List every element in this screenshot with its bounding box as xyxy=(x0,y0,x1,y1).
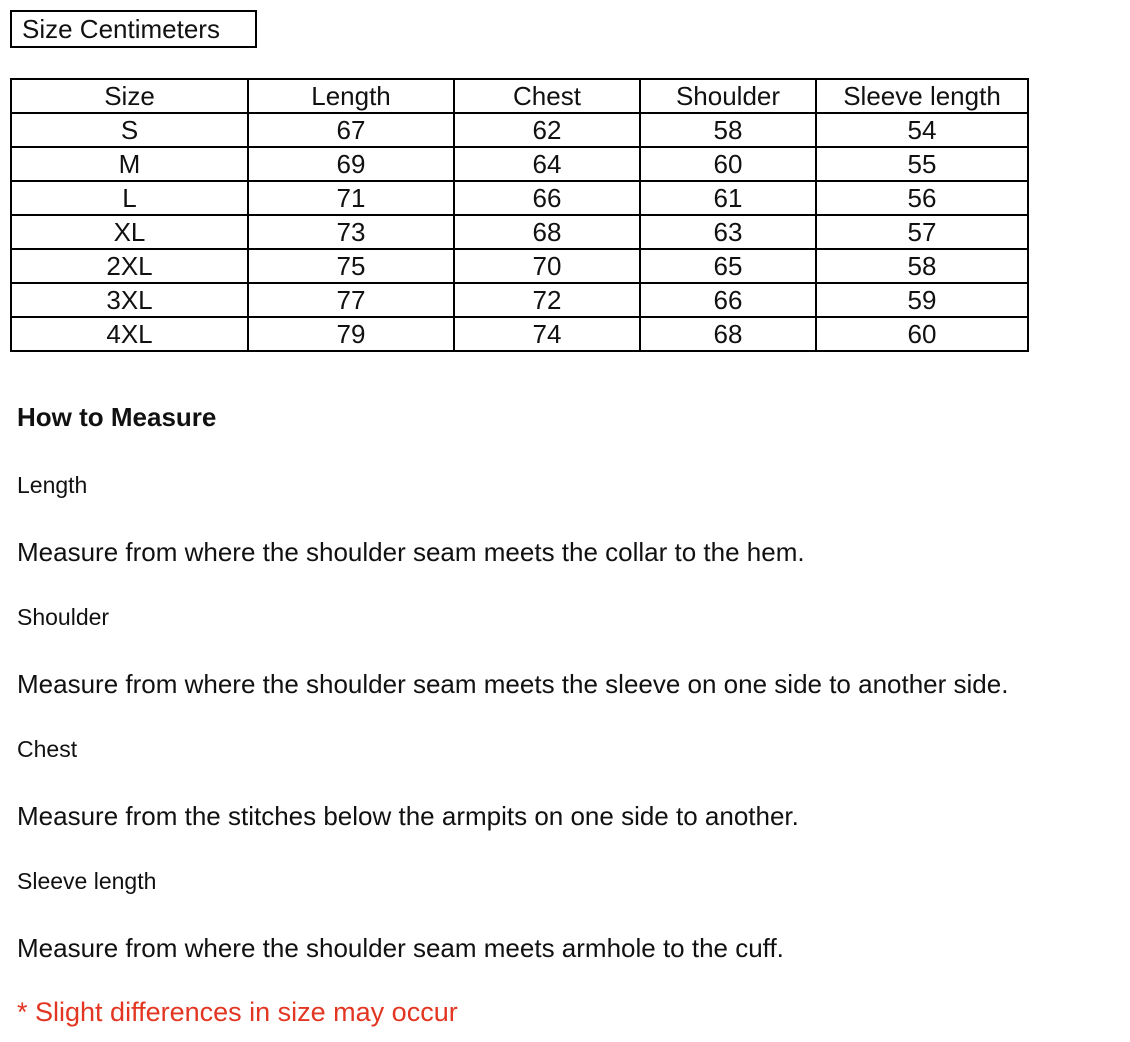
table-cell: 66 xyxy=(640,283,816,317)
header-shoulder: Shoulder xyxy=(640,79,816,113)
table-row xyxy=(11,181,1028,215)
table-cell: 69 xyxy=(248,147,454,181)
header-length: Length xyxy=(248,79,454,113)
sleeve-length-label: Sleeve length xyxy=(17,868,157,894)
size-table xyxy=(10,78,1029,352)
table-cell: 2XL xyxy=(11,249,248,283)
size-difference-note: * Slight differences in size may occur xyxy=(17,997,458,1027)
shoulder-label: Shoulder xyxy=(17,604,110,630)
table-row xyxy=(11,249,1028,283)
table-cell: 70 xyxy=(454,249,640,283)
table-cell: 3XL xyxy=(11,283,248,317)
table-row xyxy=(11,215,1028,249)
table-row xyxy=(11,317,1028,351)
table-cell: 67 xyxy=(248,113,454,147)
table-row xyxy=(11,283,1028,317)
sleeve-length-instruction: Measure from where the shoulder seam meets armhole to the cuff. xyxy=(17,933,784,963)
chest-instruction: Measure from the stitches below the armpits on one side to another. xyxy=(17,801,799,831)
table-cell: M xyxy=(11,147,248,181)
table-cell: 65 xyxy=(640,249,816,283)
table-cell: 61 xyxy=(640,181,816,215)
table-cell: 60 xyxy=(640,147,816,181)
table-cell: 72 xyxy=(454,283,640,317)
table-cell: 56 xyxy=(816,181,1028,215)
table-cell: S xyxy=(11,113,248,147)
chest-label: Chest xyxy=(17,736,78,762)
unit-label: Size Centimeters xyxy=(10,10,257,48)
table-cell: 54 xyxy=(816,113,1028,147)
table-cell: 71 xyxy=(248,181,454,215)
shoulder-instruction: Measure from where the shoulder seam meets the sleeve on one side to another side. xyxy=(17,669,1009,699)
table-cell: 77 xyxy=(248,283,454,317)
table-cell: 64 xyxy=(454,147,640,181)
table-cell: 60 xyxy=(816,317,1028,351)
table-cell: 75 xyxy=(248,249,454,283)
table-cell: 63 xyxy=(640,215,816,249)
table-cell: 57 xyxy=(816,215,1028,249)
table-cell: 58 xyxy=(816,249,1028,283)
table-row xyxy=(11,113,1028,147)
table-cell: 58 xyxy=(640,113,816,147)
header-chest: Chest xyxy=(454,79,640,113)
table-cell: XL xyxy=(11,215,248,249)
table-header-row xyxy=(11,79,1028,113)
table-cell: 68 xyxy=(640,317,816,351)
table-cell: 59 xyxy=(816,283,1028,317)
table-cell: 66 xyxy=(454,181,640,215)
table-cell: 68 xyxy=(454,215,640,249)
table-cell: 55 xyxy=(816,147,1028,181)
table-row xyxy=(11,147,1028,181)
header-sleeve-length: Sleeve length xyxy=(816,79,1028,113)
how-to-measure-heading: How to Measure xyxy=(17,402,217,432)
table-cell: 74 xyxy=(454,317,640,351)
table-cell: 62 xyxy=(454,113,640,147)
table-cell: 73 xyxy=(248,215,454,249)
header-size: Size xyxy=(11,79,248,113)
table-cell: L xyxy=(11,181,248,215)
length-label: Length xyxy=(17,472,88,498)
table-cell: 79 xyxy=(248,317,454,351)
table-cell: 4XL xyxy=(11,317,248,351)
length-instruction: Measure from where the shoulder seam meets the collar to the hem. xyxy=(17,537,805,567)
